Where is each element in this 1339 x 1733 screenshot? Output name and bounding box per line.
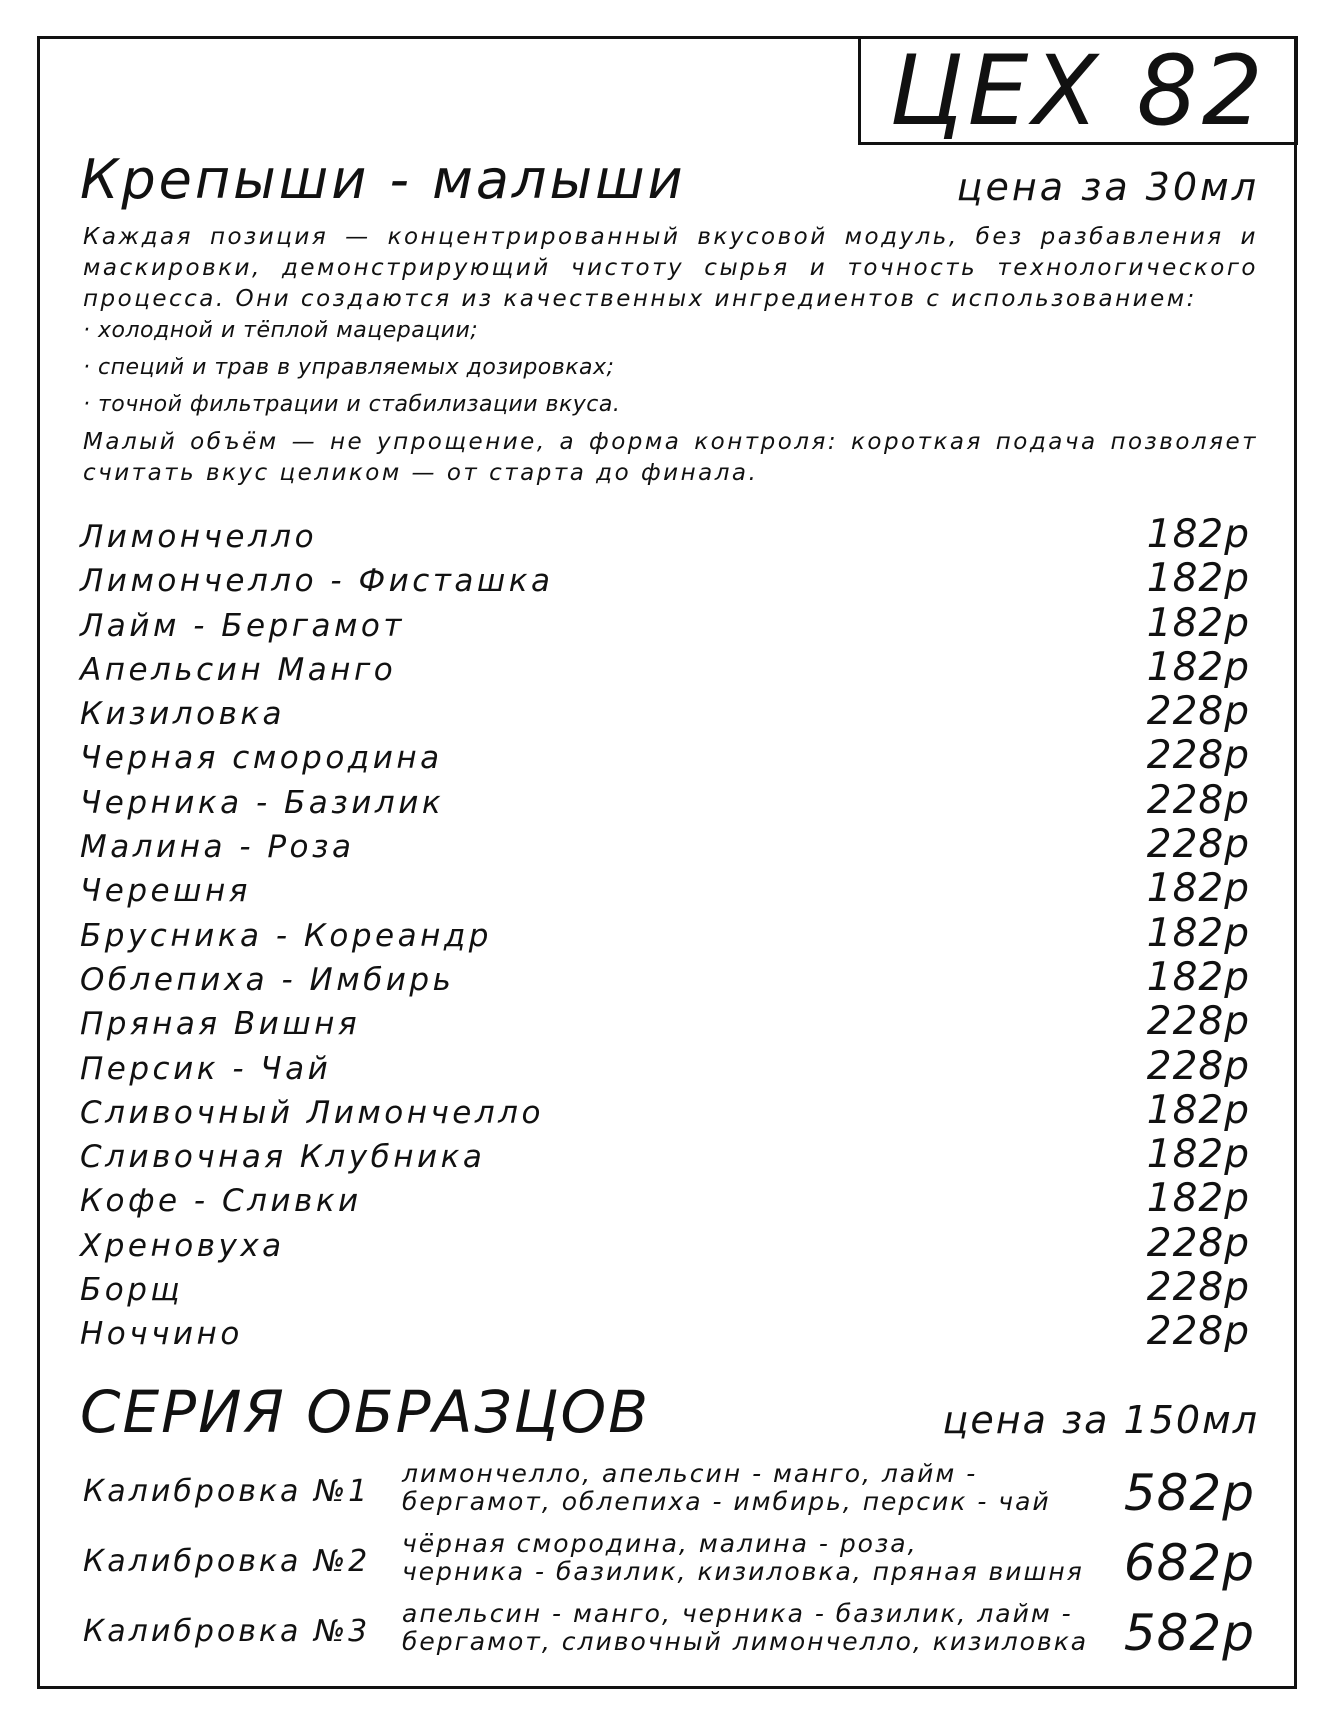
menu-item-price: 228р bbox=[1146, 1265, 1250, 1311]
sample-set-price: 582р bbox=[1123, 1604, 1255, 1662]
section2-title: СЕРИЯ ОБРАЗЦОВ bbox=[80, 1378, 650, 1446]
menu-item bbox=[80, 911, 1250, 955]
menu-item-name: Сливочный Лимончелло bbox=[80, 1094, 544, 1131]
menu-item-price: 182р bbox=[1146, 512, 1250, 557]
section2-price-note: цена за 150мл bbox=[942, 1398, 1259, 1442]
sample-set-contents-line: чёрная смородина, малина - роза, bbox=[402, 1529, 918, 1558]
section-title: Крепыши - малыши bbox=[80, 148, 686, 211]
menu-item bbox=[80, 778, 1250, 822]
sample-set-name: Калибровка №2 bbox=[83, 1544, 371, 1579]
menu-item bbox=[80, 1176, 1250, 1220]
menu-item bbox=[80, 1132, 1250, 1176]
menu-item-price: 182р bbox=[1146, 866, 1250, 912]
sample-set-price: 582р bbox=[1123, 1464, 1255, 1522]
menu-item-name: Кофе - Сливки bbox=[80, 1183, 362, 1220]
menu-item bbox=[80, 601, 1250, 645]
bullet-item: · точной фильтрации и стабилизации вкуса. bbox=[83, 392, 621, 417]
menu-item-price: 182р bbox=[1146, 1087, 1250, 1133]
menu-item bbox=[80, 512, 1250, 556]
menu-item-price: 228р bbox=[1146, 1309, 1250, 1355]
menu-item bbox=[80, 866, 1250, 910]
menu-item-name: Черника - Базилик bbox=[80, 784, 445, 821]
menu-item bbox=[80, 955, 1250, 999]
menu-item-name: Апельсин Манго bbox=[80, 651, 397, 688]
menu-item bbox=[80, 645, 1250, 689]
menu-item bbox=[80, 1044, 1250, 1088]
menu-item-price: 228р bbox=[1146, 999, 1250, 1045]
menu-item bbox=[80, 1309, 1250, 1353]
menu-item-name: Сливочная Клубника bbox=[80, 1139, 486, 1176]
menu-item-name: Пряная Вишня bbox=[80, 1006, 361, 1043]
menu-items-list bbox=[80, 512, 1250, 1354]
section-description: Каждая позиция — концентрированный вкусовой модуль, без разбавления и маскировки, демонстрирующий чистоту сырья и точность технологического процесса. Они создаются из качественных ингредиентов с использованием: bbox=[83, 224, 1258, 312]
menu-item-price: 182р bbox=[1146, 910, 1250, 956]
menu-item bbox=[80, 1088, 1250, 1132]
menu-item-price: 182р bbox=[1146, 1176, 1250, 1222]
bullet-item: · специй и трав в управляемых дозировках; bbox=[83, 355, 615, 380]
menu-item-name: Черная смородина bbox=[80, 740, 443, 777]
sample-set-contents bbox=[402, 1600, 1182, 1656]
menu-item-name: Кизиловка bbox=[80, 696, 286, 733]
menu-item-name: Ноччино bbox=[80, 1316, 243, 1353]
menu-item-name: Персик - Чай bbox=[80, 1050, 332, 1087]
sample-set-contents-line: апельсин - манго, черника - базилик, лайм - bbox=[402, 1599, 1073, 1628]
bullet-item: · холодной и тёплой мацерации; bbox=[83, 318, 479, 343]
menu-item-name: Брусника - Кореандр bbox=[80, 917, 492, 954]
menu-item-name: Облепиха - Имбирь bbox=[80, 961, 455, 998]
menu-item bbox=[80, 1265, 1250, 1309]
sample-set-contents-line: бергамот, сливочный лимончелло, кизиловка bbox=[402, 1627, 1089, 1656]
menu-item-name: Лимончелло bbox=[80, 519, 318, 555]
menu-item-name: Черешня bbox=[80, 873, 251, 910]
menu-item bbox=[80, 1221, 1250, 1265]
menu-item-price: 228р bbox=[1146, 777, 1250, 823]
section-price-note: цена за 30мл bbox=[956, 165, 1259, 209]
menu-item-price: 182р bbox=[1146, 600, 1250, 646]
menu-item-price: 228р bbox=[1146, 1043, 1250, 1089]
menu-item-name: Хреновуха bbox=[80, 1227, 285, 1264]
menu-item bbox=[80, 556, 1250, 600]
menu-item-price: 182р bbox=[1146, 1132, 1250, 1178]
sample-set-name: Калибровка №3 bbox=[83, 1614, 371, 1649]
menu-item-price: 228р bbox=[1146, 689, 1250, 735]
menu-item-name: Малина - Роза bbox=[80, 829, 355, 866]
menu-item-name: Лайм - Бергамот bbox=[80, 607, 405, 644]
menu-item-price: 182р bbox=[1146, 556, 1250, 602]
sample-set-price: 682р bbox=[1123, 1534, 1255, 1592]
menu-item-name: Лимончелло - Фисташка bbox=[80, 563, 554, 600]
brand-box bbox=[858, 36, 1298, 145]
sample-set bbox=[80, 1530, 1255, 1596]
menu-item-price: 182р bbox=[1146, 644, 1250, 690]
sample-set-contents-line: бергамот, облепиха - имбирь, персик - чай bbox=[402, 1487, 1051, 1516]
brand-title: ЦЕХ 82 bbox=[889, 34, 1267, 147]
sample-set-name: Калибровка №1 bbox=[83, 1474, 371, 1509]
sample-set bbox=[80, 1460, 1255, 1526]
sample-set-contents-line: черника - базилик, кизиловка, пряная вишня bbox=[402, 1557, 1084, 1586]
menu-item bbox=[80, 999, 1250, 1043]
sample-set bbox=[80, 1600, 1255, 1666]
menu-item-price: 228р bbox=[1146, 733, 1250, 779]
sample-set-contents bbox=[402, 1530, 1182, 1586]
sample-set-contents bbox=[402, 1460, 1182, 1516]
menu-item bbox=[80, 733, 1250, 777]
menu-item-price: 182р bbox=[1146, 954, 1250, 1000]
sample-set-contents-line: лимончелло, апельсин - манго, лайм - bbox=[402, 1459, 978, 1488]
menu-item-price: 228р bbox=[1146, 822, 1250, 868]
menu-item-name: Борщ bbox=[80, 1272, 184, 1309]
section-description-closing: Малый объём — не упрощение, а форма контроля: короткая подача позволяет считать вкус целиком — от старта до финала. bbox=[83, 429, 1258, 486]
menu-item bbox=[80, 689, 1250, 733]
menu-item-price: 228р bbox=[1146, 1220, 1250, 1266]
menu-item bbox=[80, 822, 1250, 866]
